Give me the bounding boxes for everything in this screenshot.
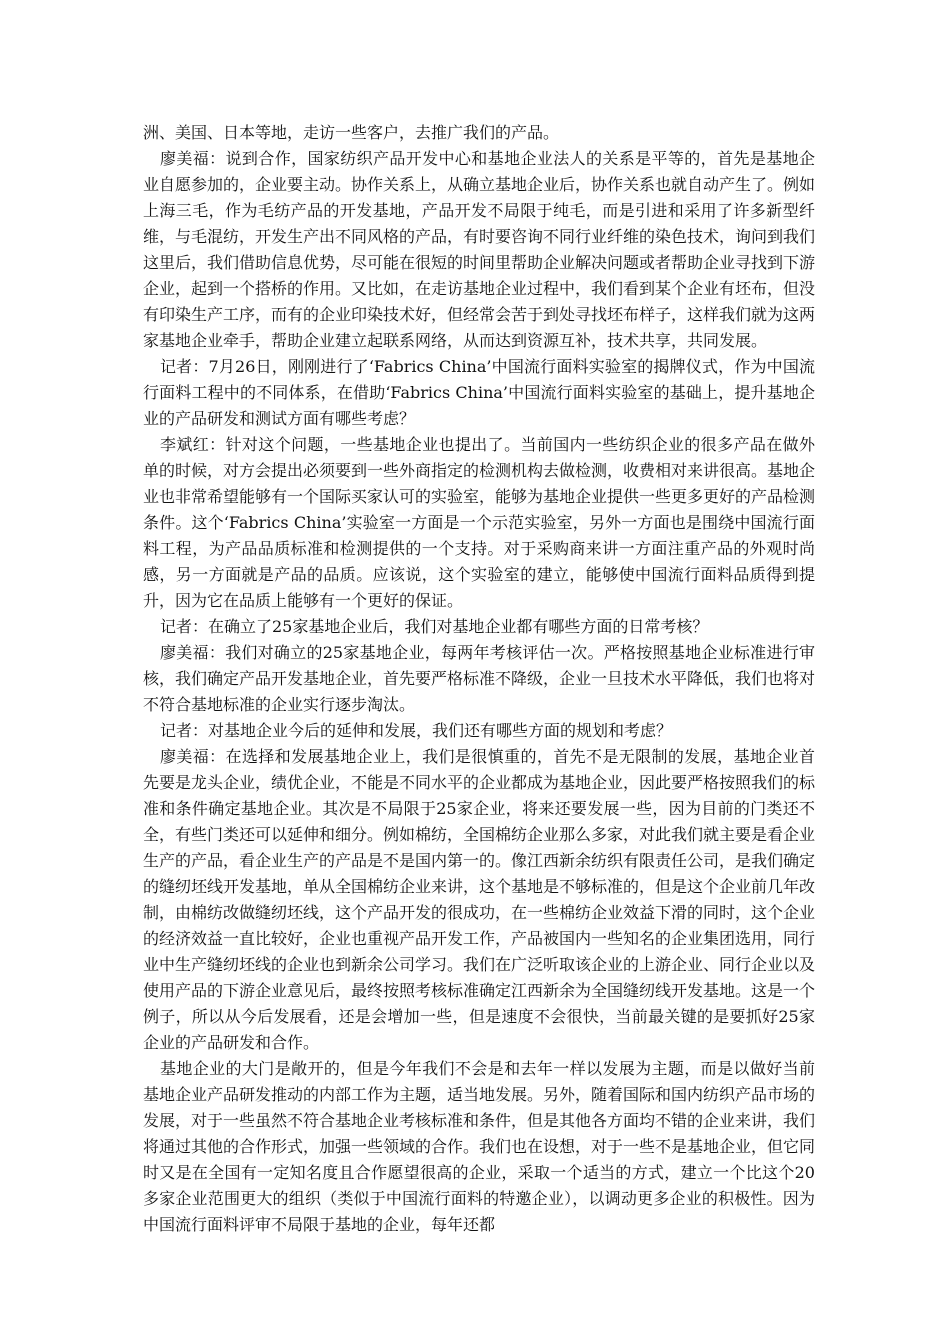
paragraph: 李斌红：针对这个问题，一些基地企业也提出了。当前国内一些纺织企业的很多产品在做外单的时候，对方会提出必须要到一些外商指定的检测机构去做检测，收费相对来讲很高。基地企业也非常希望能够有一个国际买家认可的实验室，能够为基地企业提供一些更多更好的产品检测条件。这个‘Fabrics China’实验室一方面是一个示范实验室，另外一方面也是围绕中国流行面料工程，为产品品质标准和检测提供的一个支持。对于采购商来讲一方面注重产品的外观时尚感，另一方面就是产品的品质。应该说，这个实验室的建立，能够使中国流行面料品质得到提升，因为它在品质上能够有一个更好的保证。 — [143, 435, 816, 610]
paragraph: 记者：7月26日，刚刚进行了‘Fabrics China’中国流行面料实验室的揭牌仪式，作为中国流行面料工程中的不同体系，在借助‘Fabrics China’中国流行面料实验室的基础上，提升基地企业的产品研发和测试方面有哪些考虑？ — [143, 357, 815, 428]
document-body — [143, 120, 815, 1238]
paragraph: 记者：在确立了25家基地企业后，我们对基地企业都有哪些方面的日常考核？ — [160, 617, 709, 636]
paragraph: 洲、美国、日本等地，走访一些客户，去推广我们的产品。 — [143, 123, 560, 142]
paragraph: 基地企业的大门是敞开的，但是今年我们不会是和去年一样以发展为主题，而是以做好当前基地企业产品研发推动的内部工作为主题，适当地发展。另外，随着国际和国内纺织产品市场的发展，对于一些虽然不符合基地企业考核标准和条件，但是其他各方面均不错的企业来讲，我们将通过其他的合作形式，加强一些领域的合作。我们也在设想，对于一些不是基地企业，但它同时又是在全国有一定知名度且合作愿望很高的企业，采取一个适当的方式，建立一个比这个20多家企业范围更大的组织（类似于中国流行面料的特邀企业），以调动更多企业的积极性。因为中国流行面料评审不局限于基地的企业，每年还都 — [143, 1059, 816, 1234]
paragraph: 廖美福：说到合作，国家纺织产品开发中心和基地企业法人的关系是平等的，首先是基地企业自愿参加的，企业要主动。协作关系上，从确立基地企业后，协作关系也就自动产生了。例如上海三毛，作为毛纺产品的开发基地，产品开发不局限于纯毛，而是引进和采用了许多新型纤维，与毛混纺，开发生产出不同风格的产品，有时要咨询不同行业纤维的染色技术，询问到我们这里后，我们借助信息优势，尽可能在很短的时间里帮助企业解决问题或者帮助企业寻找到下游企业，起到一个搭桥的作用。又比如，在走访基地企业过程中，我们看到某个企业有坯布，但没有印染生产工序，而有的企业印染技术好，但经常会苦于到处寻找坯布样子，这样我们就为这两家基地企业牵手，帮助企业建立起联系网络，从而达到资源互补，技术共享，共同发展。 — [143, 149, 816, 350]
paragraph: 廖美福：我们对确立的25家基地企业，每两年考核评估一次。严格按照基地企业标准进行审核，我们确定产品开发基地企业，首先要严格标准不降级，企业一旦技术水平降低，我们也将对不符合基地标准的企业实行逐步淘汰。 — [143, 643, 816, 714]
paragraph: 记者：对基地企业今后的延伸和发展，我们还有哪些方面的规划和考虑？ — [160, 721, 673, 740]
paragraph: 廖美福：在选择和发展基地企业上，我们是很慎重的，首先不是无限制的发展，基地企业首先要是龙头企业，绩优企业，不能是不同水平的企业都成为基地企业，因此要严格按照我们的标准和条件确定基地企业。其次是不局限于25家企业，将来还要发展一些，因为目前的门类还不全，有些门类还可以延伸和细分。例如棉纺，全国棉纺企业那么多家，对此我们就主要是看企业生产的产品，看企业生产的产品是不是国内第一的。像江西新余纺织有限责任公司，是我们确定的缝纫坯线开发基地，单从全国棉纺企业来讲，这个基地是不够标准的，但是这个企业前几年改制，由棉纺改做缝纫坯线，这个产品开发的很成功，在一些棉纺企业效益下滑的同时，这个企业的经济效益一直比较好，企业也重视产品开发工作，产品被国内一些知名的企业集团选用，同行业中生产缝纫坯线的企业也到新余公司学习。我们在广泛听取该企业的上游企业、同行企业以及使用产品的下游企业意见后，最终按照考核标准确定江西新余为全国缝纫线开发基地。这是一个例子，所以从今后发展看，还是会增加一些，但是速度不会很快，当前最关键的是要抓好25家企业的产品研发和合作。 — [143, 747, 816, 1052]
